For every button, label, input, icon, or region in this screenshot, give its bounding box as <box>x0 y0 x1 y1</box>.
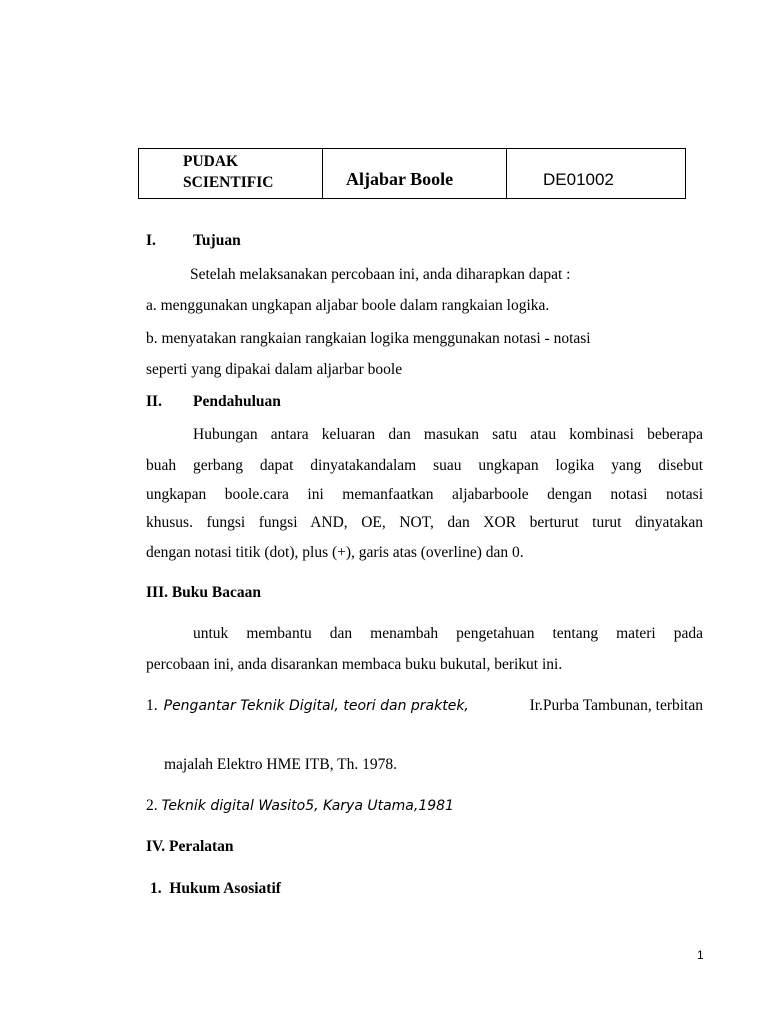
section2-paragraph-line: khusus. fungsi fungsi AND, OE, NOT, dan XOR berturut turut dinyatakan <box>146 514 703 531</box>
reference-2-text: Teknik digital Wasito5, Karya Utama,1981 <box>161 798 454 814</box>
reference-1-continuation: majalah Elektro HME ITB, Th. 1978. <box>164 756 398 773</box>
section2-number: II. <box>146 393 162 410</box>
company-name: PUDAK SCIENTIFIC <box>183 153 274 191</box>
section1-item-b-line2: seperti yang dipakai dalam aljarbar boole <box>146 361 403 378</box>
header-title-cell <box>322 149 506 198</box>
section1-item-a: a. menggunakan ungkapan aljabar boole dalam rangkaian logika. <box>146 297 550 314</box>
section2-paragraph-line: ungkapan boole.cara ini memanfaatkan aljabarboole dengan notasi notasi <box>146 486 703 503</box>
reference-1 <box>146 697 703 715</box>
section2-heading: Pendahuluan <box>193 393 281 410</box>
section4-item1: 1. Hukum Asosiatif <box>150 880 281 897</box>
section3-heading: III. Buku Bacaan <box>146 584 262 601</box>
header-code-cell <box>506 149 685 198</box>
page-number: 1 <box>697 948 704 962</box>
reference-1-number: 1. <box>146 697 158 714</box>
section2-paragraph-line: Hubungan antara keluaran dan masukan satu atau kombinasi beberapa <box>193 426 703 443</box>
document-code: DE01002 <box>543 170 614 189</box>
reference-1-author: Ir.Purba Tambunan, terbitan <box>529 697 703 714</box>
section1-intro: Setelah melaksanakan percobaan ini, anda diharapkan dapat : <box>190 266 571 283</box>
section3-line2: percobaan ini, anda disarankan membaca buku bukutal, berikut ini. <box>146 656 563 673</box>
document-title: Aljabar Boole <box>346 169 454 189</box>
section1-heading: Tujuan <box>193 232 241 249</box>
section1-number: I. <box>146 232 156 249</box>
reference-2-number: 2. <box>146 797 158 814</box>
section4-heading: IV. Peralatan <box>146 838 234 855</box>
section2-paragraph-line: buah gerbang dapat dinyatakandalam suau ungkapan logika yang disebut <box>146 457 703 474</box>
section1-item-b-line1: b. menyatakan rangkaian rangkaian logika menggunakan notasi - notasi <box>146 330 591 347</box>
header-table <box>138 148 686 199</box>
section3-line1: untuk membantu dan menambah pengetahuan tentang materi pada <box>193 625 703 642</box>
reference-1-title: Pengantar Teknik Digital, teori dan praktek, <box>163 698 469 714</box>
header-company-cell <box>139 149 322 198</box>
section2-paragraph-line: dengan notasi titik (dot), plus (+), garis atas (overline) dan 0. <box>146 544 524 561</box>
reference-2 <box>146 797 454 815</box>
